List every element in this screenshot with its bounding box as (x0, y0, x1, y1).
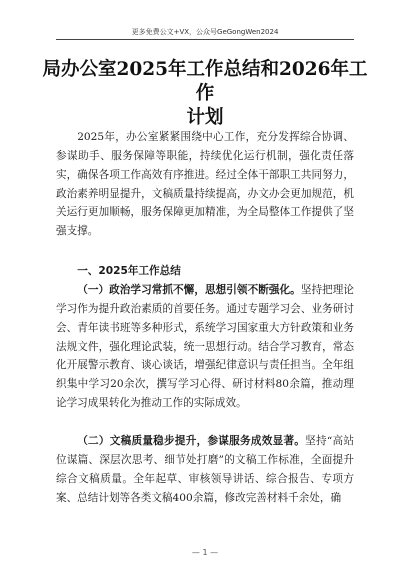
header-divider (56, 39, 354, 40)
item-2-body: 坚持“高站位谋篇、深层次思考、细节处打磨”的文稿工作标准，全面提升综合文稿质量。全年起草、审核领导讲话、综合报告、专项方案、总结计划等各类文稿400余篇，修改完善材料千余处，确 (56, 435, 354, 504)
header-text: 更多免费公文+VX，公众号GeGongWen2024 (131, 28, 279, 36)
intro-paragraph: 2025年，办公室紧紧围绕中心工作，充分发挥综合协调、参谋助手、服务保障等职能，持续优化运行机制，强化责任落实，确保各项工作高效有序推进。经过全体干部职工共同努力，政治素养明显提升，文稿质量持续提高，办文办会更加规范，机关运行更加顺畅，服务保障更加精准，为全局整体工作提供了坚强支撑。 (56, 131, 354, 238)
document-title (40, 58, 370, 130)
section-heading: 一、2025年工作总结 (77, 265, 181, 277)
paragraph-item-1 (56, 281, 354, 413)
page-number: — 1 — (191, 548, 219, 557)
item-1-body: 坚持把理论学习作为提升政治素质的首要任务。通过专题学习会、业务研讨会、青年读书班等多种形式，系统学习国家重大方针政策和业务法规文件，强化理论武装，统一思想行动。结合学习教育，常态化开展警示教育、谈心谈话，增强纪律意识与责任担当。全年组织集中学习20余次，撰写学习心得、研讨材料80余篇，推动理论学习成果转化为推动工作的实际成效。 (56, 284, 355, 410)
item-2-heading: （二）文稿质量稳步提升，参谋服务成效显著。 (77, 435, 306, 447)
document-title-line-1: 局办公室2025年工作总结和2026年工作 (42, 59, 368, 104)
paragraph-item-2 (56, 432, 354, 507)
item-1-heading: （一）政治学习常抓不懈，思想引领不断强化。 (77, 284, 301, 296)
document-title-line-2: 计划 (186, 107, 224, 128)
